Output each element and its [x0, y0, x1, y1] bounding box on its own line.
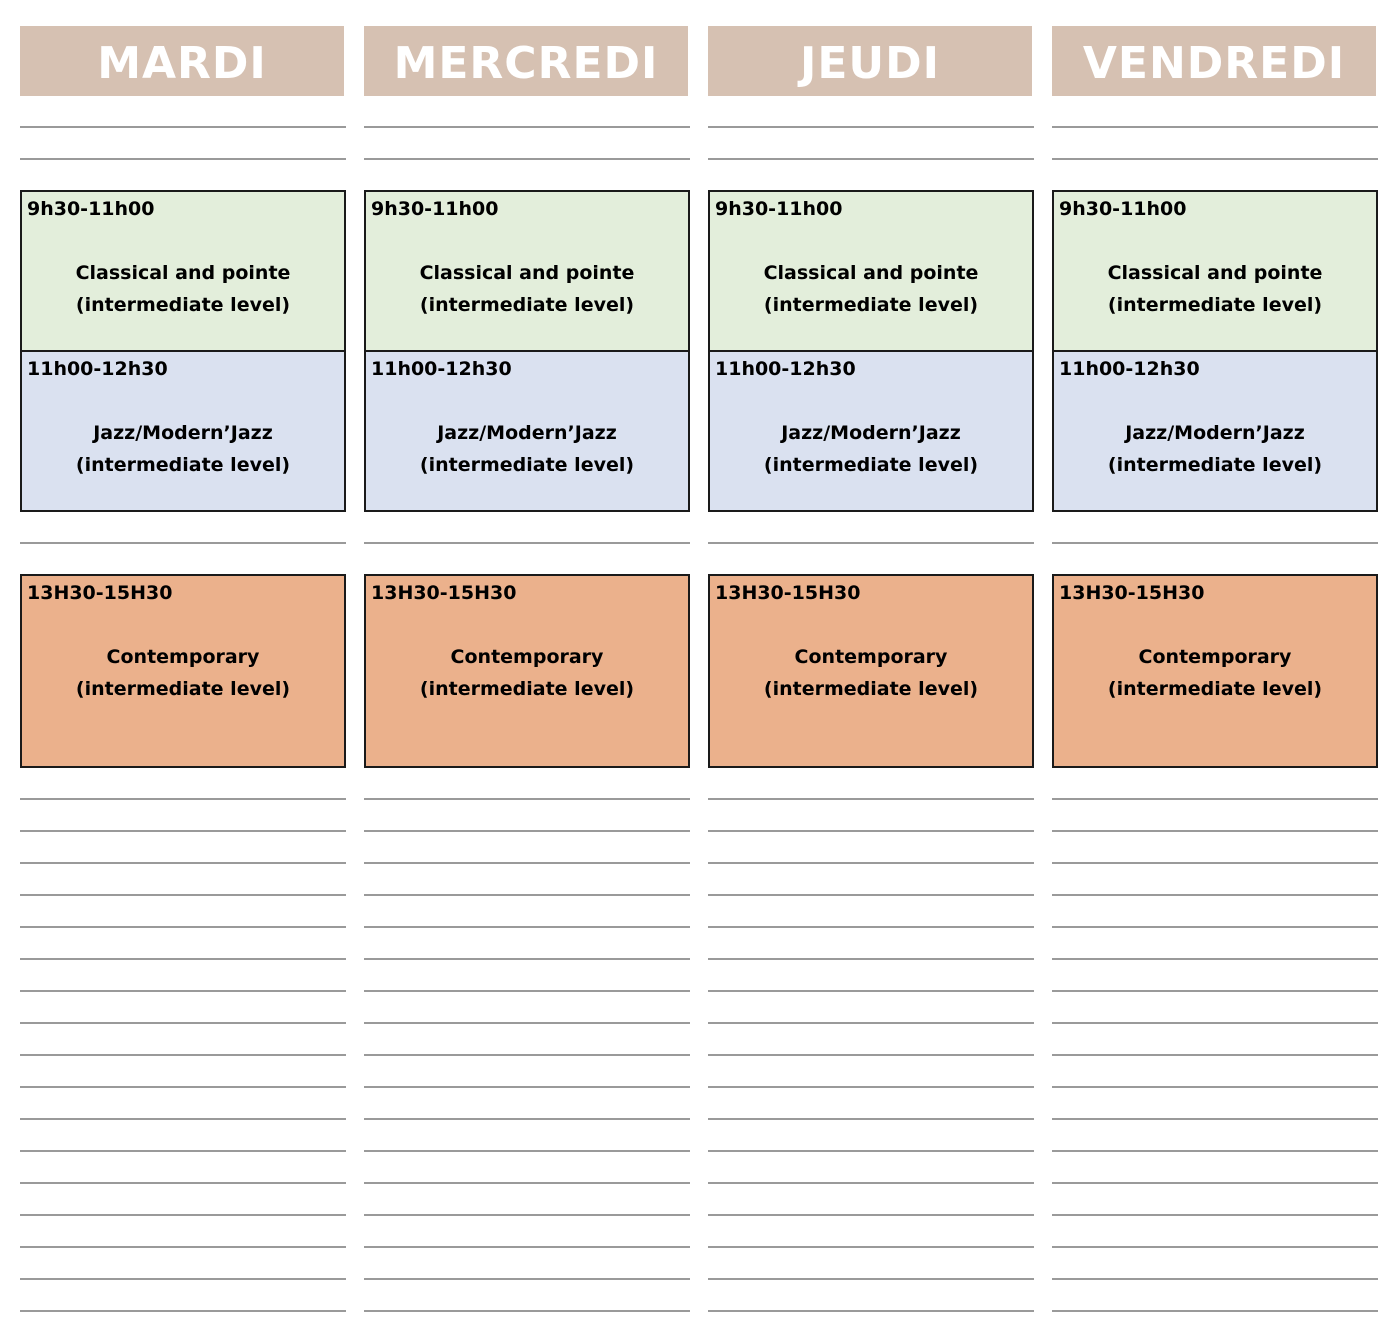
ruled-line: [1052, 1214, 1378, 1216]
class-title: Jazz/Modern’Jazz: [1125, 422, 1305, 444]
ruled-line: [20, 1182, 346, 1184]
ruled-line: [20, 158, 346, 160]
ruled-line: [1052, 1150, 1378, 1152]
ruled-line: [364, 1214, 690, 1216]
class-time: 13H30-15H30: [715, 582, 861, 604]
day-column-mercredi: [364, 0, 690, 1320]
class-block-jazz: [364, 350, 690, 512]
class-title: Classical and pointe: [763, 262, 979, 284]
class-title: Contemporary: [450, 646, 604, 668]
class-block-contemporary: [364, 574, 690, 768]
ruled-line: [20, 1054, 346, 1056]
day-header: VENDREDI: [1052, 26, 1376, 96]
ruled-line: [708, 1054, 1034, 1056]
class-level: (intermediate level): [75, 454, 291, 476]
class-title: Jazz/Modern’Jazz: [781, 422, 961, 444]
ruled-line: [708, 542, 1034, 544]
ruled-line: [1052, 158, 1378, 160]
ruled-line: [20, 1022, 346, 1024]
ruled-line: [364, 1310, 690, 1312]
ruled-line: [20, 990, 346, 992]
ruled-line: [708, 798, 1034, 800]
ruled-line: [20, 1310, 346, 1312]
class-level: (intermediate level): [763, 454, 979, 476]
ruled-line: [1052, 1118, 1378, 1120]
ruled-line: [1052, 542, 1378, 544]
class-time: 11h00-12h30: [715, 358, 856, 380]
ruled-line: [1052, 926, 1378, 928]
ruled-line: [1052, 958, 1378, 960]
ruled-line: [20, 1118, 346, 1120]
ruled-line: [1052, 798, 1378, 800]
day-column-vendredi: [1052, 0, 1378, 1320]
class-block-classical: [708, 190, 1034, 352]
class-title: Contemporary: [106, 646, 260, 668]
ruled-line: [20, 1278, 346, 1280]
ruled-line: [708, 926, 1034, 928]
ruled-line: [364, 894, 690, 896]
day-header: JEUDI: [708, 26, 1032, 96]
ruled-line: [20, 1150, 346, 1152]
ruled-line: [708, 1022, 1034, 1024]
class-level: (intermediate level): [75, 678, 291, 700]
ruled-line: [20, 542, 346, 544]
class-block-classical: [1052, 190, 1378, 352]
class-block-jazz: [20, 350, 346, 512]
ruled-line: [708, 990, 1034, 992]
ruled-line: [364, 1054, 690, 1056]
class-title: Classical and pointe: [419, 262, 635, 284]
ruled-line: [1052, 1246, 1378, 1248]
class-block-classical: [20, 190, 346, 352]
class-title: Jazz/Modern’Jazz: [93, 422, 273, 444]
class-block-contemporary: [20, 574, 346, 768]
class-time: 13H30-15H30: [371, 582, 517, 604]
class-level: (intermediate level): [75, 294, 291, 316]
class-time: 13H30-15H30: [27, 582, 173, 604]
ruled-line: [364, 926, 690, 928]
class-time: 9h30-11h00: [1059, 198, 1187, 220]
ruled-line: [1052, 126, 1378, 128]
ruled-line: [708, 126, 1034, 128]
ruled-line: [364, 862, 690, 864]
ruled-line: [20, 1086, 346, 1088]
class-level: (intermediate level): [419, 454, 635, 476]
class-block-jazz: [708, 350, 1034, 512]
class-title: Classical and pointe: [1107, 262, 1323, 284]
ruled-line: [1052, 830, 1378, 832]
ruled-line: [708, 1214, 1034, 1216]
ruled-line: [20, 126, 346, 128]
ruled-line: [708, 1086, 1034, 1088]
ruled-line: [20, 830, 346, 832]
ruled-line: [708, 1310, 1034, 1312]
class-time: 11h00-12h30: [371, 358, 512, 380]
ruled-line: [1052, 1086, 1378, 1088]
ruled-line: [20, 1246, 346, 1248]
ruled-line: [20, 1214, 346, 1216]
ruled-line: [20, 958, 346, 960]
class-level: (intermediate level): [763, 294, 979, 316]
class-level: (intermediate level): [1107, 454, 1323, 476]
ruled-line: [364, 1150, 690, 1152]
ruled-line: [708, 894, 1034, 896]
ruled-line: [364, 1022, 690, 1024]
ruled-line: [364, 1246, 690, 1248]
ruled-line: [364, 798, 690, 800]
class-time: 13H30-15H30: [1059, 582, 1205, 604]
ruled-line: [1052, 1182, 1378, 1184]
ruled-line: [364, 542, 690, 544]
class-time: 9h30-11h00: [715, 198, 843, 220]
class-title: Contemporary: [794, 646, 948, 668]
class-time: 11h00-12h30: [1059, 358, 1200, 380]
class-time: 9h30-11h00: [371, 198, 499, 220]
day-column-jeudi: [708, 0, 1034, 1320]
day-header: MARDI: [20, 26, 344, 96]
class-title: Classical and pointe: [75, 262, 291, 284]
ruled-line: [708, 158, 1034, 160]
ruled-line: [1052, 1278, 1378, 1280]
class-level: (intermediate level): [763, 678, 979, 700]
class-title: Jazz/Modern’Jazz: [437, 422, 617, 444]
ruled-line: [20, 862, 346, 864]
ruled-line: [364, 1182, 690, 1184]
ruled-line: [1052, 1054, 1378, 1056]
class-time: 11h00-12h30: [27, 358, 168, 380]
class-level: (intermediate level): [419, 678, 635, 700]
ruled-line: [364, 1086, 690, 1088]
ruled-line: [708, 1278, 1034, 1280]
ruled-line: [1052, 1310, 1378, 1312]
ruled-line: [364, 1278, 690, 1280]
class-level: (intermediate level): [1107, 678, 1323, 700]
day-column-mardi: [20, 0, 346, 1320]
ruled-line: [364, 1118, 690, 1120]
ruled-line: [708, 1182, 1034, 1184]
ruled-line: [708, 1118, 1034, 1120]
ruled-line: [20, 926, 346, 928]
ruled-line: [1052, 862, 1378, 864]
ruled-line: [364, 126, 690, 128]
ruled-line: [364, 158, 690, 160]
ruled-line: [20, 894, 346, 896]
ruled-line: [708, 862, 1034, 864]
class-level: (intermediate level): [419, 294, 635, 316]
class-title: Contemporary: [1138, 646, 1292, 668]
ruled-line: [364, 830, 690, 832]
ruled-line: [1052, 1022, 1378, 1024]
ruled-line: [708, 958, 1034, 960]
ruled-line: [364, 990, 690, 992]
ruled-line: [1052, 894, 1378, 896]
day-header: MERCREDI: [364, 26, 688, 96]
class-block-jazz: [1052, 350, 1378, 512]
class-level: (intermediate level): [1107, 294, 1323, 316]
ruled-line: [364, 958, 690, 960]
ruled-line: [708, 1246, 1034, 1248]
class-block-contemporary: [1052, 574, 1378, 768]
ruled-line: [20, 798, 346, 800]
class-block-classical: [364, 190, 690, 352]
class-block-contemporary: [708, 574, 1034, 768]
class-time: 9h30-11h00: [27, 198, 155, 220]
ruled-line: [1052, 990, 1378, 992]
ruled-line: [708, 1150, 1034, 1152]
ruled-line: [708, 830, 1034, 832]
